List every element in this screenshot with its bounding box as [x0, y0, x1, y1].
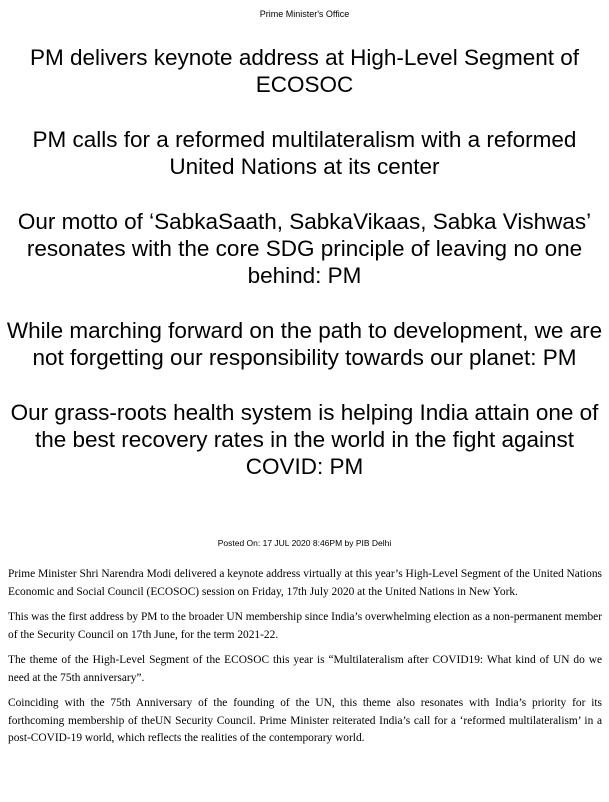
posted-on-line: Posted On: 17 JUL 2020 8:46PM by PIB Delhi [217, 538, 392, 548]
subheadline-planet: While marching forward on the path to development, we are not forgetting our responsibility towards our planet: PM [6, 318, 603, 370]
paragraph: This was the first address by PM to the broader UN membership since India’s overwhelming election as a non-permanent member of the Security Council on 17th June, for the term 2021-22. [8, 611, 602, 641]
subheadline-multilateralism: PM calls for a reformed multilateralism with a reformed United Nations at its center [32, 127, 577, 179]
office-name: Prime Minister's Office [259, 9, 350, 19]
subheadline-health-system: Our grass-roots health system is helping India attain one of the best recovery rates in the world in the fight against COVID: PM [10, 400, 599, 479]
subheadline-motto: Our motto of ‘SabkaSaath, SabkaVikaas, Sabka Vishwas’ resonates with the core SDG principle of leaving no one behind: PM [17, 209, 592, 288]
article-body [8, 566, 602, 756]
headline-list [6, 44, 603, 508]
main-headline: PM delivers keynote address at High-Level Segment of ECOSOC [29, 45, 580, 97]
paragraph: Coinciding with the 75th Anniversary of the founding of the UN, this theme also resonates with India’s priority for its forthcoming membership of theUN Security Council. Prime Minister reiterated India’s call for a ‘reformed multilateralism’ in a post-COVID-19 world, which reflects the realities of the contemporary world. [8, 697, 602, 744]
paragraph: Prime Minister Shri Narendra Modi delivered a keynote address virtually at this year’s High-Level Segment of the United Nations Economic and Social Council (ECOSOC) session on Friday, 17th July 2020 at the United Nations in New York. [8, 568, 602, 598]
paragraph: The theme of the High-Level Segment of the ECOSOC this year is “Multilateralism after COVID19: What kind of UN do we need at the 75th anniversary”. [8, 654, 602, 684]
